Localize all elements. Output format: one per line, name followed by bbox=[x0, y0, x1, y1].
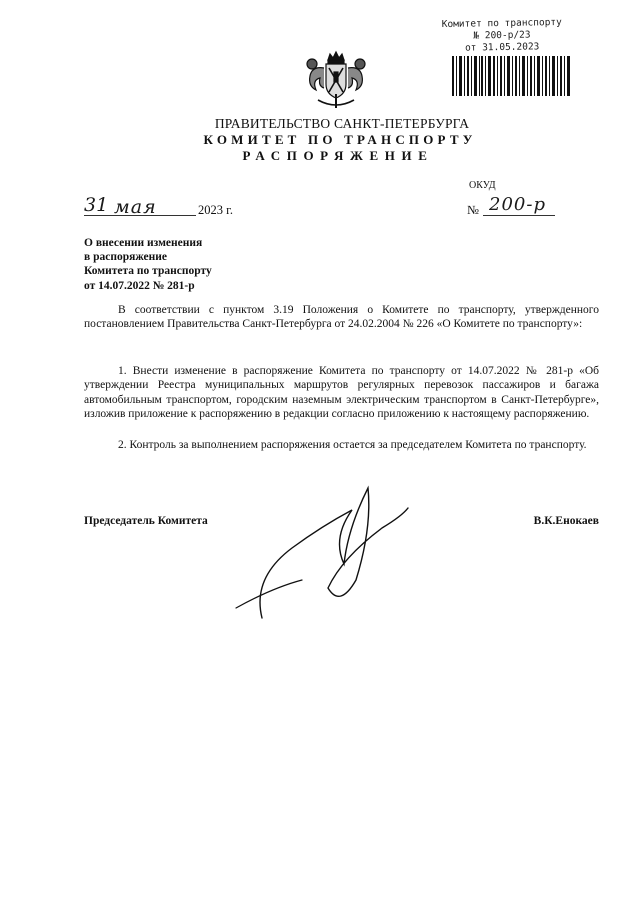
document-type: РАСПОРЯЖЕНИЕ bbox=[242, 148, 434, 163]
number-sign: № bbox=[467, 203, 479, 217]
stamp-date: от 31.05.2023 bbox=[464, 41, 540, 54]
number-value: 200-р bbox=[489, 194, 546, 215]
document-number bbox=[467, 194, 567, 220]
document-date bbox=[84, 194, 244, 220]
registration-stamp bbox=[432, 17, 573, 55]
number-underline bbox=[483, 215, 555, 216]
date-underline bbox=[84, 215, 196, 216]
date-year: 2023 г. bbox=[198, 203, 233, 217]
date-month: мая bbox=[114, 196, 157, 218]
item-2-paragraph: 2. Контроль за выполнением распоряжения остается за председателем Комитета по транспорту. bbox=[118, 439, 587, 451]
subject-line-3: Комитета по транспорту bbox=[84, 265, 212, 278]
preamble-paragraph: В соответствии с пунктом 3.19 Положения о Комитете по транспорту, утвержденного постановлением Правительства Санкт-Петербурга от 24.02.2004 № 226 «О Комитете по транспорту»: bbox=[84, 304, 599, 331]
subject-line-4: от 14.07.2022 № 281-р bbox=[84, 279, 195, 292]
subject-line-1: О внесении изменения bbox=[84, 237, 203, 249]
item-1-paragraph: 1. Внести изменение в распоряжение Комитета по транспорту от 14.07.2022 № 281-р «Об утверждении Реестра муниципальных маршрутов регулярных перевозок пассажиров и багажа автомобильным транспортом, городским наземным электрическим транспортом в Санкт-Петербурге», изложив приложение к распоряжению в редакции согласно приложению к настоящему распоряжению. bbox=[84, 365, 599, 421]
stamp-number: № 200-р/23 bbox=[473, 29, 531, 42]
okud-label: ОКУД bbox=[469, 180, 496, 191]
signatory-title: Председатель Комитета bbox=[84, 515, 208, 527]
document-subject bbox=[84, 236, 212, 293]
coat-of-arms-icon bbox=[298, 50, 374, 112]
committee-title: КОМИТЕТ ПО ТРАНСПОРТУ bbox=[203, 132, 477, 147]
handwritten-signature bbox=[232, 468, 412, 628]
government-title: ПРАВИТЕЛЬСТВО САНКТ-ПЕТЕРБУРГА bbox=[214, 116, 470, 131]
subject-line-2: в распоряжение bbox=[84, 251, 167, 264]
date-day: 31 bbox=[84, 194, 109, 216]
stamp-committee: Комитет по транспорту bbox=[441, 16, 562, 31]
barcode-icon bbox=[452, 56, 570, 96]
signatory-name: В.К.Енокаев bbox=[533, 515, 599, 527]
